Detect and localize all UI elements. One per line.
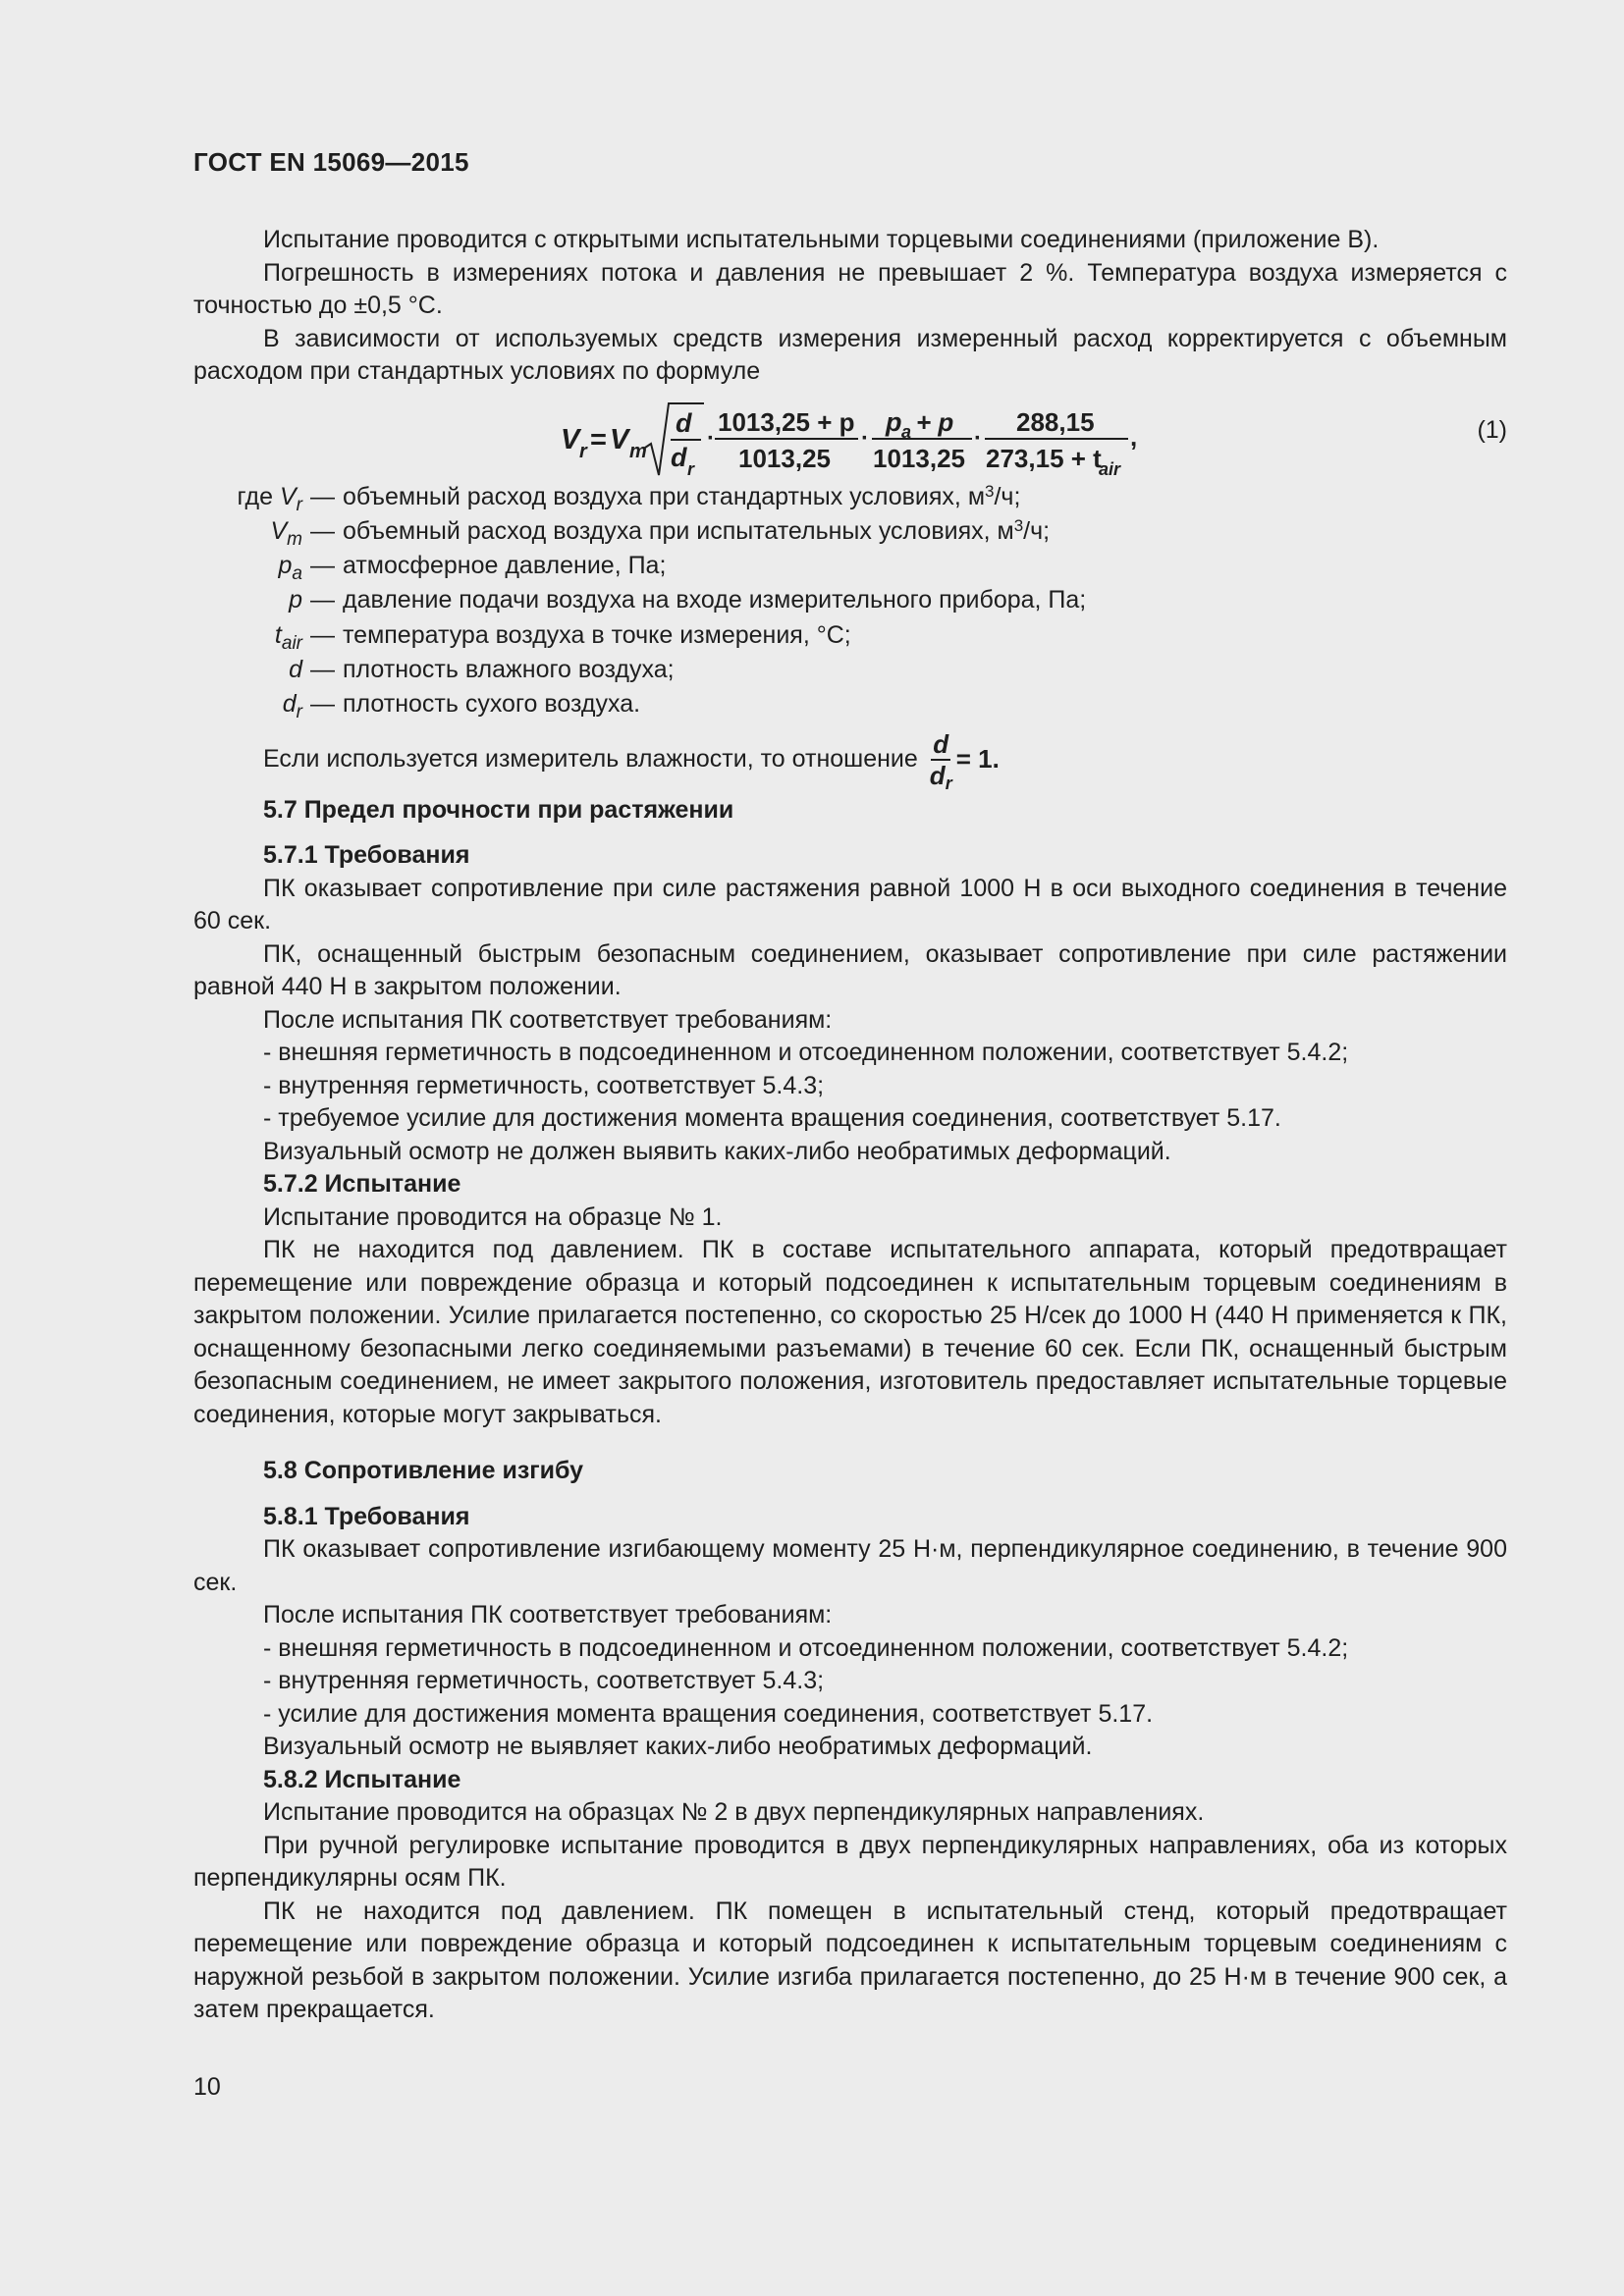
formula-equals: =: [590, 423, 607, 455]
definition-item: [193, 654, 1507, 688]
paragraph: ПК, оснащенный быстрым безопасным соединением, оказывает сопротивление при силе растяжении равной 440 Н в закрытом положении.: [193, 939, 1507, 1001]
paragraph: Испытание проводится на образце № 1.: [263, 1202, 723, 1231]
definition-item: [193, 619, 1507, 654]
paragraph: Испытание проводится на образцах № 2 в двух перпендикулярных направлениях.: [263, 1798, 1205, 1827]
definition-text: объемный расход воздуха при испытательных условиях, $м^3/ч$;: [343, 515, 1051, 545]
list-item: - внешняя герметичность в подсоединенном и отсоединенном положении, соответствует 5.4.2;: [263, 1633, 1349, 1662]
ratio-rest: = 1.: [955, 743, 1000, 774]
list-item: - внешняя герметичность в подсоединенном и отсоединенном положении, соответствует 5.4.2;: [263, 1039, 1349, 1067]
definition-dash: —: [310, 655, 335, 683]
humidity-ratio-line: [193, 725, 1507, 794]
definition-dash: —: [310, 620, 335, 649]
list-item: - внутренняя герметичность, соответствует 5.4.3;: [263, 1071, 825, 1099]
paragraph: ПК оказывает сопротивление изгибающему моменту 25 Н·м, перпендикулярное соединению, в течение 900 сек.: [193, 1535, 1507, 1596]
definition-text: атмосферное давление, Па;: [343, 552, 667, 580]
definition-symbol: $t_{air}$: [274, 620, 302, 654]
list-item: - усилие для достижения момента вращения соединения, соответствует 5.17.: [263, 1699, 1154, 1728]
fraction-3-num-b: + p: [916, 406, 954, 437]
definition-item: [193, 481, 1507, 515]
definition-symbol: $d_r$: [282, 690, 302, 723]
definition-symbol: где $V_r$: [237, 482, 302, 515]
definition-item: [193, 515, 1507, 550]
sqrt-den: d: [671, 442, 687, 472]
definition-dash: —: [310, 516, 335, 545]
definition-symbol: $p_a$: [278, 552, 302, 585]
definition-symbol: d: [289, 655, 302, 683]
definitions-list: [193, 481, 1507, 723]
paragraph: После испытания ПК соответствует требованиям:: [263, 1005, 833, 1034]
definition-item: [193, 688, 1507, 722]
formula-lhs: V: [561, 423, 580, 455]
sqrt-num: d: [676, 407, 692, 438]
definition-symbol: p: [289, 586, 302, 614]
definition-item: [193, 584, 1507, 618]
document-header: ГОСТ EN 15069—2015: [193, 147, 469, 177]
formula-tail: ,: [1130, 421, 1138, 452]
fraction-3-num-a: p: [886, 406, 902, 437]
definition-text: плотность влажного воздуха;: [343, 655, 675, 683]
dot-3: ·: [974, 424, 982, 452]
list-item: - требуемое усилие для достижения момента вращения соединения, соответствует 5.17.: [263, 1104, 1281, 1133]
fraction-4-den: 273,15 + t: [986, 443, 1102, 473]
page-number: 10: [193, 2073, 221, 2101]
fraction-2-num: 1013,25 + p: [718, 406, 855, 437]
definition-text: температура воздуха в точке измерения, °С;: [343, 620, 851, 649]
paragraph: Визуальный осмотр не должен выявить каких-либо необратимых деформаций.: [263, 1137, 1171, 1165]
fraction-3-den: 1013,25: [873, 443, 965, 473]
list-item: - внутренняя герметичность, соответствует 5.4.3;: [263, 1667, 825, 1695]
paragraph: При ручной регулировке испытание проводится в двух перпендикулярных направлениях, оба из которых перпендикулярны осям ПК.: [193, 1831, 1507, 1893]
ratio-fraction: [929, 728, 952, 793]
subsection-heading: 5.8.1 Требования: [263, 1502, 470, 1530]
section-heading: 5.8 Сопротивление изгибу: [263, 1457, 584, 1485]
formula-vm-sub: m: [629, 440, 647, 462]
section-heading: 5.7 Предел прочности при растяжении: [263, 795, 734, 824]
definition-text: давление подачи воздуха на входе измерительного прибора, Па;: [343, 586, 1087, 614]
dot-1: ·: [707, 424, 715, 452]
definition-dash: —: [310, 586, 335, 614]
ratio-text: Если используется измеритель влажности, то отношение: [263, 744, 918, 773]
formula-number: (1): [1477, 415, 1507, 444]
fraction-2-den: 1013,25: [738, 443, 831, 473]
definition-dash: —: [310, 690, 335, 719]
paragraph: ПК не находится под давлением. ПК помещен в испытательный стенд, который предотвращает перемещение или повреждение образца и который подсоединен к испытательным торцевым соединениям с наружной резьбой в закрытом положении. Усилие изгиба прилагается постепенно, до 25 Н·м в течение 900 сек, а затем прекращается.: [193, 1896, 1507, 2024]
ratio-num: d: [933, 728, 949, 759]
subsection-heading: 5.7.1 Требования: [263, 841, 470, 870]
definition-text: плотность сухого воздуха.: [343, 690, 641, 719]
document-body: [193, 224, 1507, 2027]
paragraph: Визуальный осмотр не выявляет каких-либо необратимых деформаций.: [263, 1733, 1093, 1761]
definition-item: [193, 550, 1507, 584]
formula-vm: V: [610, 423, 629, 455]
sqrt-den-sub: r: [687, 458, 695, 479]
subsection-heading: 5.7.2 Испытание: [263, 1170, 461, 1199]
formula-lhs-sub: r: [579, 440, 587, 462]
paragraph: ПК оказывает сопротивление при силе растяжения равной 1000 Н в оси выходного соединения в течение 60 сек.: [193, 874, 1507, 935]
definition-text: объемный расход воздуха при стандартных условиях, $м^3/ч$;: [343, 481, 1021, 510]
paragraph: ПК не находится под давлением. ПК в составе испытательного аппарата, который предотвращает перемещение или повреждение образца и который подсоединен к испытательным торцевым соединениям в закрытом положении. Усилие прилагается постепенно, со скоростью 25 Н/сек до 1000 Н (440 Н применяется к ПК, оснащенному безопасными легко соединяемыми разъемами) в течение 60 сек. Если ПК, оснащенный быстрым безопасным соединением, не имеет закрытого положения, изготовитель предоставляет испытательные торцевые соединения, которые могут закрываться.: [193, 1236, 1507, 1428]
definition-dash: —: [310, 482, 335, 510]
dot-2: ·: [861, 424, 869, 452]
fraction-3-num-a-sub: a: [901, 421, 912, 442]
formula-graphic: [193, 393, 1507, 481]
paragraph: После испытания ПК соответствует требованиям:: [263, 1601, 833, 1629]
paragraph: Испытание проводится с открытыми испытательными торцевыми соединениями (приложение B).: [263, 226, 1380, 253]
definition-dash: —: [310, 552, 335, 580]
fraction-4-den-sub: air: [1099, 458, 1121, 479]
paragraph: Погрешность в измерениях потока и давления не превышает 2 %. Температура воздуха измеряется с точностью до ±0,5 °С.: [193, 258, 1507, 319]
formula-1: [193, 393, 1507, 481]
definition-symbol: $V_m$: [270, 516, 302, 550]
ratio-den: $d_r$: [929, 760, 952, 793]
fraction-4-num: 288,15: [1016, 406, 1095, 437]
paragraph: В зависимости от используемых средств измерения измеренный расход корректируется с объемным расходом при стандартных условиях по формуле: [193, 324, 1507, 385]
subsection-heading: 5.8.2 Испытание: [263, 1765, 461, 1793]
definitions-prefix: где: [237, 482, 274, 510]
